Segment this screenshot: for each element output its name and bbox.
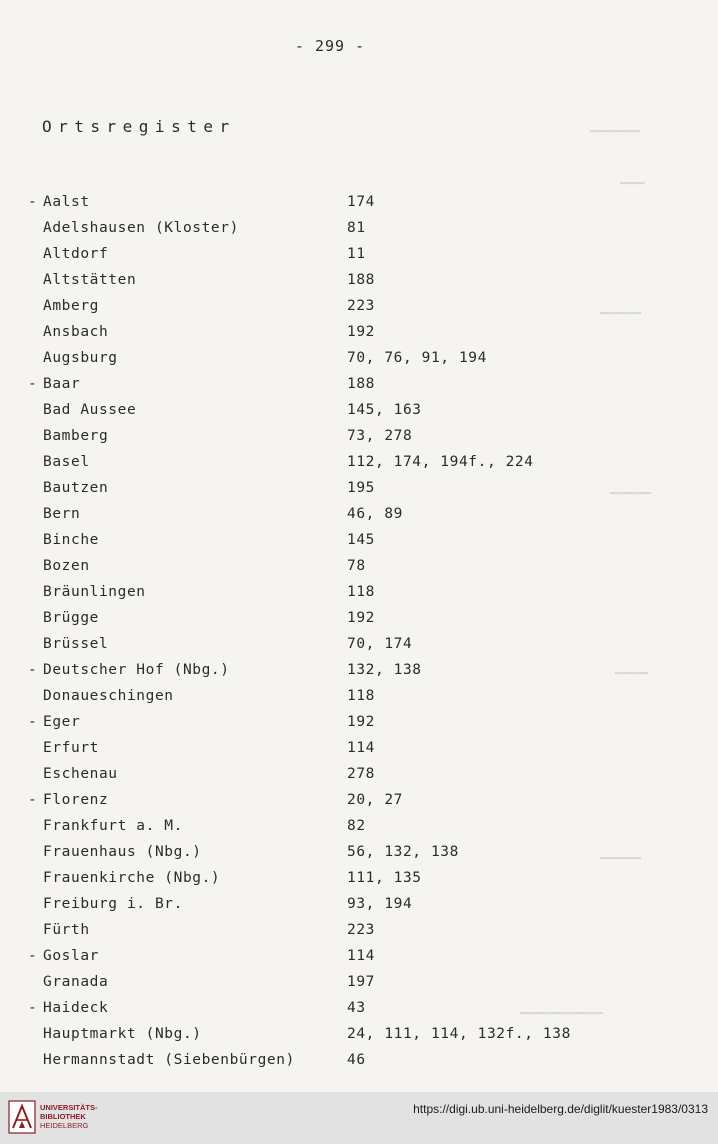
entry-pages: 118 (347, 584, 375, 600)
entry-pages: 195 (347, 480, 375, 496)
index-entry (0, 194, 718, 220)
entry-place: Frauenkirche (Nbg.) (43, 870, 221, 886)
page-title: Ortsregister (42, 117, 236, 136)
entry-place: Altdorf (43, 246, 109, 262)
entry-marker: - (28, 714, 38, 730)
entry-pages: 192 (347, 324, 375, 340)
index-entry (0, 350, 718, 376)
entry-place: Brüssel (43, 636, 109, 652)
show-through-text: ▁▁▁ (620, 170, 645, 185)
entry-place: Fürth (43, 922, 90, 938)
entry-place: Freiburg i. Br. (43, 896, 183, 912)
show-through-text: ▁▁▁▁▁ (600, 845, 642, 860)
entry-pages: 118 (347, 688, 375, 704)
entry-pages: 197 (347, 974, 375, 990)
index-entry (0, 402, 718, 428)
entry-pages: 223 (347, 922, 375, 938)
entry-place: Donaueschingen (43, 688, 174, 704)
index-entry (0, 1026, 718, 1052)
show-through-text: ▁▁▁▁▁▁ (590, 118, 640, 133)
index-entry (0, 506, 718, 532)
entry-place: Brügge (43, 610, 99, 626)
entry-place: Adelshausen (Kloster) (43, 220, 239, 236)
entry-pages: 73, 278 (347, 428, 413, 444)
index-entry (0, 376, 718, 402)
index-entry (0, 922, 718, 948)
entry-place: Baar (43, 376, 81, 392)
entry-place: Eschenau (43, 766, 118, 782)
entry-marker: - (28, 194, 38, 210)
index-entry (0, 662, 718, 688)
entry-pages: 114 (347, 948, 375, 964)
library-name[interactable] (40, 1103, 98, 1130)
index-entry (0, 272, 718, 298)
index-entry (0, 948, 718, 974)
index-entry (0, 636, 718, 662)
library-name-line: BIBLIOTHEK (40, 1112, 86, 1121)
show-through-text: ▁▁▁▁▁ (600, 300, 642, 315)
index-entry (0, 896, 718, 922)
index-entry (0, 844, 718, 870)
index-entry (0, 298, 718, 324)
entry-pages: 46 (347, 1052, 366, 1068)
entry-pages: 70, 76, 91, 194 (347, 350, 487, 366)
show-through-text: ▁▁▁▁▁ (610, 480, 652, 495)
index-entry (0, 1000, 718, 1026)
entry-place: Bamberg (43, 428, 109, 444)
entry-marker: - (28, 1000, 38, 1016)
index-entry (0, 454, 718, 480)
entry-pages: 70, 174 (347, 636, 413, 652)
entry-pages: 81 (347, 220, 366, 236)
entry-pages: 174 (347, 194, 375, 210)
library-name-line: UNIVERSITÄTS- (40, 1103, 98, 1112)
show-through-text: ▁▁▁▁▁▁▁▁▁▁ (520, 1000, 604, 1015)
entry-pages: 56, 132, 138 (347, 844, 459, 860)
entry-place: Haideck (43, 1000, 109, 1016)
entry-pages: 43 (347, 1000, 366, 1016)
index-entry (0, 870, 718, 896)
index-entry (0, 480, 718, 506)
entry-pages: 145 (347, 532, 375, 548)
entry-marker: - (28, 792, 38, 808)
entry-pages: 20, 27 (347, 792, 403, 808)
index-entry (0, 1052, 718, 1078)
entry-place: Goslar (43, 948, 99, 964)
entry-pages: 46, 89 (347, 506, 403, 522)
index-entry (0, 220, 718, 246)
page-number: - 299 - (294, 37, 366, 55)
entry-marker: - (28, 948, 38, 964)
index-entry (0, 766, 718, 792)
entry-place: Hermannstadt (Siebenbürgen) (43, 1052, 295, 1068)
index-entry (0, 584, 718, 610)
entry-pages: 132, 138 (347, 662, 422, 678)
index-entry (0, 324, 718, 350)
entry-place: Binche (43, 532, 99, 548)
entry-pages: 93, 194 (347, 896, 413, 912)
entry-place: Florenz (43, 792, 109, 808)
entry-marker: - (28, 662, 38, 678)
index-entry (0, 792, 718, 818)
entry-pages: 24, 111, 114, 132f., 138 (347, 1026, 571, 1042)
entry-place: Hauptmarkt (Nbg.) (43, 1026, 202, 1042)
entry-place: Bern (43, 506, 81, 522)
index-entry (0, 532, 718, 558)
entry-place: Frauenhaus (Nbg.) (43, 844, 202, 860)
entry-place: Aalst (43, 194, 90, 210)
entry-pages: 188 (347, 272, 375, 288)
entry-place: Bautzen (43, 480, 109, 496)
entry-place: Deutscher Hof (Nbg.) (43, 662, 230, 678)
library-name-line: HEIDELBERG (40, 1121, 89, 1130)
entry-place: Granada (43, 974, 109, 990)
entry-place: Augsburg (43, 350, 118, 366)
entry-place: Bozen (43, 558, 90, 574)
entry-pages: 114 (347, 740, 375, 756)
index-entry (0, 974, 718, 1000)
entry-place: Bad Aussee (43, 402, 137, 418)
entry-pages: 223 (347, 298, 375, 314)
permalink-url[interactable]: https://digi.ub.uni-heidelberg.de/diglit/kuester1983/0313 (413, 1102, 708, 1116)
entry-place: Frankfurt a. M. (43, 818, 183, 834)
entry-pages: 78 (347, 558, 366, 574)
entry-pages: 278 (347, 766, 375, 782)
entry-pages: 145, 163 (347, 402, 422, 418)
entry-place: Eger (43, 714, 81, 730)
entry-pages: 188 (347, 376, 375, 392)
entry-pages: 111, 135 (347, 870, 422, 886)
entry-place: Erfurt (43, 740, 99, 756)
index-entry (0, 714, 718, 740)
index-entry (0, 818, 718, 844)
index-entry (0, 558, 718, 584)
entry-pages: 192 (347, 714, 375, 730)
show-through-text: ▁▁▁▁ (615, 660, 649, 675)
entry-place: Altstätten (43, 272, 137, 288)
footer-bar (0, 1092, 718, 1144)
entry-place: Amberg (43, 298, 99, 314)
entry-pages: 112, 174, 194f., 224 (347, 454, 534, 470)
entry-pages: 192 (347, 610, 375, 626)
index-entry (0, 740, 718, 766)
index-entry (0, 688, 718, 714)
index-entry (0, 610, 718, 636)
university-library-logo-icon[interactable] (8, 1100, 36, 1134)
entry-place: Basel (43, 454, 90, 470)
entry-place: Bräunlingen (43, 584, 146, 600)
index-entry (0, 428, 718, 454)
entry-place: Ansbach (43, 324, 109, 340)
entry-marker: - (28, 376, 38, 392)
entry-pages: 82 (347, 818, 366, 834)
index-entry (0, 246, 718, 272)
entry-pages: 11 (347, 246, 366, 262)
